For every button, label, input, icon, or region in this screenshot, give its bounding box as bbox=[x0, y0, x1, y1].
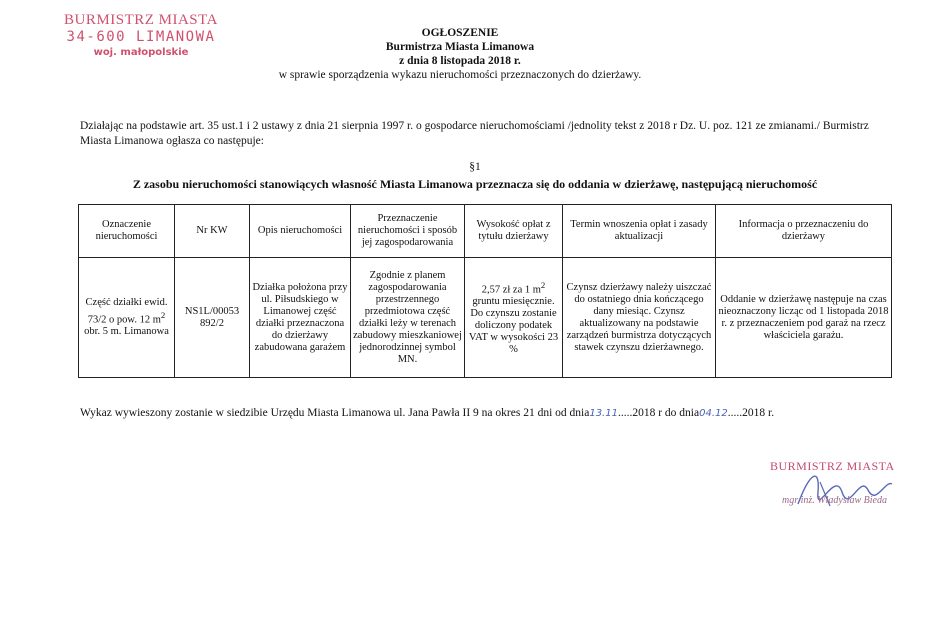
table-header-row bbox=[79, 205, 892, 258]
table-row bbox=[79, 258, 892, 378]
document-title: OGŁOSZENIE bbox=[421, 27, 499, 39]
cell-lease-info: Oddanie w dzierżawę następuje na czas nieoznaczony licząc od 1 listopada 2018 r. z przeznaczeniem pod garaż na rzecz właściciela garażu. bbox=[716, 258, 892, 378]
stamp-line-3: woj. małopolskie bbox=[93, 47, 189, 58]
section-headline: Z zasobu nieruchomości stanowiących własność Miasta Limanowa przeznacza się do oddania w dzierżawę, następującą nieruchomość bbox=[132, 177, 818, 191]
subject-line: w sprawie sporządzenia wykazu nieruchomości przeznaczonych do dzierżawy. bbox=[278, 69, 642, 81]
handwritten-date-from: 13.11 bbox=[589, 408, 618, 419]
header-cell: Informacja o przeznaczeniu do dzierżawy bbox=[716, 205, 892, 258]
property-table bbox=[78, 204, 892, 378]
cell-description: Działka położona przy ul. Piłsudskiego w Limanowej część działki przeznaczona do dzierżawy zabudowana garażem bbox=[250, 258, 351, 378]
header-cell: Wysokość opłat z tytułu dzierżawy bbox=[465, 205, 563, 258]
cell-property-designation: Część działki ewid. 73/2 o pow. 12 $m^2$ obr. 5 m. Limanowa bbox=[79, 258, 175, 378]
paragraph-mark: §1 bbox=[469, 161, 481, 173]
official-stamp bbox=[46, 12, 236, 60]
stamp-line-2: 34-600 LIMANOWA bbox=[66, 29, 216, 45]
posting-notice: Wykaz wywieszony zostanie w siedzibie Urzędu Miasta Limanowa ul. Jana Pawła II 9 na okres 21 dni od dnia13.11.....2018 r do dnia04.12.....2018 r. bbox=[80, 407, 775, 419]
handwritten-date-to: 04.12 bbox=[699, 408, 728, 419]
header-cell: Oznaczenie nieruchomości bbox=[79, 205, 175, 258]
signatory-name: mgr inż. Władysław Bieda bbox=[782, 495, 887, 506]
cell-payment-terms: Czynsz dzierżawy należy uiszczać do ostatniego dnia kończącego dany miesiąc. Czynsz aktualizowany na podstawie zarządzeń burmistrza dotyczących stawek czynszu dzierżawnego. bbox=[563, 258, 716, 378]
stamp-line-1: BURMISTRZ MIASTA bbox=[64, 12, 218, 28]
cell-fee: 2,57 zł za 1 $m^2$ gruntu miesięcznie. Do czynszu zostanie doliczony podatek VAT w wysokości 23 % bbox=[465, 258, 563, 378]
header-cell: Opis nieruchomości bbox=[250, 205, 351, 258]
header-cell: Przeznaczenie nieruchomości i sposób jej zagospodarowania bbox=[351, 205, 465, 258]
intro-paragraph: Działając na podstawie art. 35 ust.1 i 2 ustawy z dnia 21 sierpnia 1997 r. o gospodarce nieruchomościami /jednolity tekst z 2018 r Dz. U. poz. 121 ze zmianami./ Burmistrz Miasta Limanowa ogłasza co następuje: bbox=[80, 120, 869, 147]
cell-purpose: Zgodnie z planem zagospodarowania przestrzennego przedmiotowa część działki leży w terenach zabudowy mieszkaniowej jednorodzinnej symbol MN. bbox=[351, 258, 465, 378]
document-header bbox=[250, 26, 670, 82]
signature-title: BURMISTRZ MIASTA bbox=[770, 459, 895, 473]
header-cell: Nr KW bbox=[175, 205, 250, 258]
cell-land-register: NS1L/00053 892/2 bbox=[175, 258, 250, 378]
issue-date: z dnia 8 listopada 2018 r. bbox=[399, 55, 521, 67]
issuer: Burmistrza Miasta Limanowa bbox=[385, 41, 535, 53]
header-cell: Termin wnoszenia opłat i zasady aktualizacji bbox=[563, 205, 716, 258]
